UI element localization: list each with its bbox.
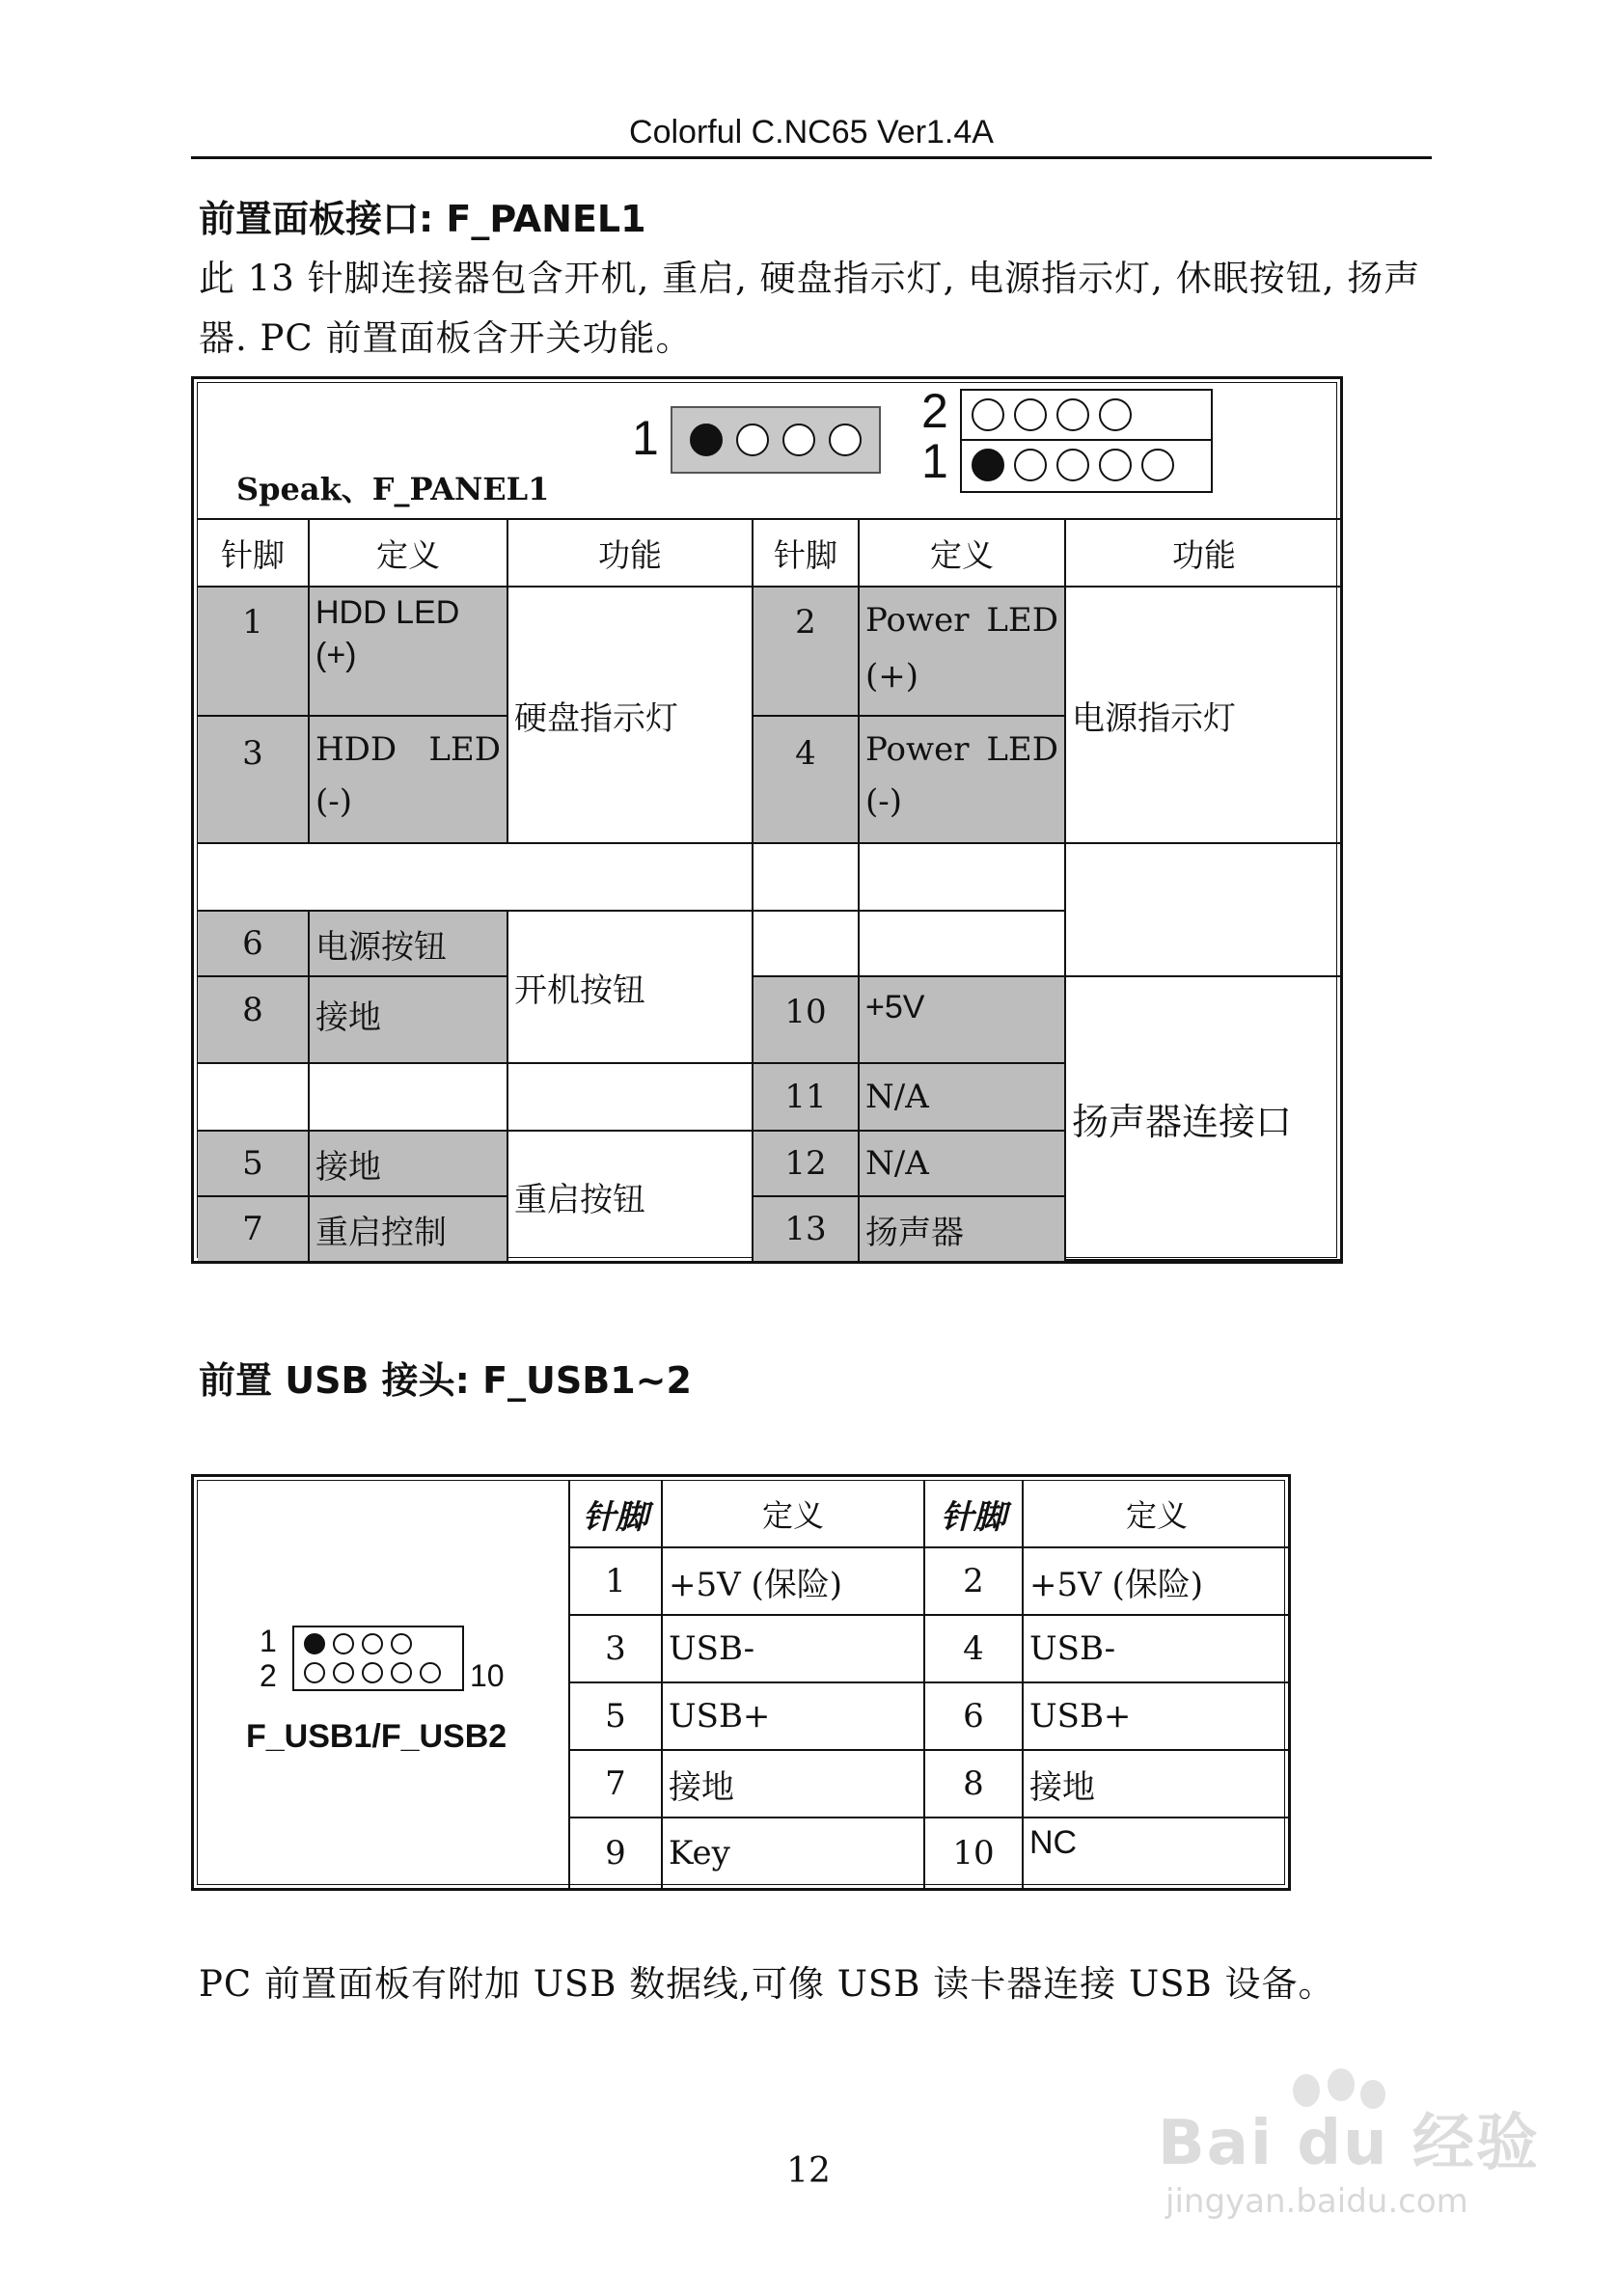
function-power-button: 开机按钮 <box>508 912 754 1064</box>
pin-13-definition: 扬声器 <box>860 1197 1066 1261</box>
usb-diagram-pin1-number: 1 <box>260 1624 277 1658</box>
pin-8: 8 <box>198 977 310 1064</box>
empty-cell <box>1066 844 1342 977</box>
front-usb-table <box>191 1474 1291 1891</box>
pin-7-definition: 重启控制 <box>310 1197 508 1261</box>
pin-2: 2 <box>754 588 860 717</box>
pin-13: 13 <box>754 1197 860 1261</box>
usb-pin-6-definition: USB+ <box>1022 1683 1290 1751</box>
usb-pin-9-definition: Key <box>661 1818 923 1888</box>
pin-5: 5 <box>198 1132 310 1197</box>
empty-cell <box>198 1064 310 1132</box>
header-definition-left: 定义 <box>310 520 508 588</box>
usb-pin-8: 8 <box>923 1751 1022 1818</box>
connector-diagram-area <box>198 383 1342 520</box>
usb-diagram-pin2-number: 2 <box>260 1658 277 1693</box>
function-speaker: 扬声器连接口 <box>1066 977 1342 1261</box>
usb-diagram-pin10-number: 10 <box>470 1658 505 1693</box>
dual-connector-pin2-number: 2 <box>921 384 948 438</box>
usb-pin-4: 4 <box>923 1616 1022 1683</box>
baidu-watermark <box>1148 2074 1553 2238</box>
usb-pin-6: 6 <box>923 1683 1022 1751</box>
dual-connector-icon <box>960 389 1213 493</box>
pin-4: 4 <box>754 717 860 844</box>
pin-2-definition: Power LED (+) <box>860 588 1066 717</box>
header-pin-left: 针脚 <box>198 520 310 588</box>
page-number: 12 <box>786 2151 831 2191</box>
watermark-url: jingyan.baidu.com <box>1165 2182 1468 2221</box>
usb-header-definition-left: 定义 <box>661 1481 923 1548</box>
dual-connector-pin1-number: 1 <box>921 434 948 488</box>
function-power-led: 电源指示灯 <box>1066 588 1342 844</box>
watermark-logo: Bai du 经验 <box>1158 2108 1540 2179</box>
front-panel-description: 此 13 针脚连接器包含开机, 重启, 硬盘指示灯, 电源指示灯, 休眠按钮, 扬声器. PC 前置面板含开关功能。 <box>199 258 1421 359</box>
usb-pin-1-definition: +5V (保险) <box>661 1548 923 1616</box>
header-function-left: 功能 <box>508 520 754 588</box>
usb-pin-9: 9 <box>568 1818 661 1888</box>
pin-8-definition: 接地 <box>310 977 508 1064</box>
pin-1-definition: HDD LED (+) <box>310 588 508 717</box>
pin-5-definition: 接地 <box>310 1132 508 1197</box>
pin-12: 12 <box>754 1132 860 1197</box>
header-function-right: 功能 <box>1066 520 1342 588</box>
function-hdd-led: 硬盘指示灯 <box>508 588 754 844</box>
document-header: Colorful C.NC65 Ver1.4A <box>191 108 1432 159</box>
usb-pin-3: 3 <box>568 1616 661 1683</box>
pin-10-definition: +5V <box>860 977 1066 1064</box>
single-connector-icon <box>671 406 881 474</box>
pin-10: 10 <box>754 977 860 1064</box>
header-definition-right: 定义 <box>860 520 1066 588</box>
section-title-front-panel: 前置面板接口: F_PANEL1 <box>199 198 646 240</box>
pin-11: 11 <box>754 1064 860 1132</box>
usb-header-pin-right: 针脚 <box>923 1481 1022 1548</box>
pin-7: 7 <box>198 1197 310 1261</box>
usb-pin-1: 1 <box>568 1548 661 1616</box>
usb-pin-2-definition: +5V (保险) <box>1022 1548 1290 1616</box>
function-reset-button: 重启按钮 <box>508 1132 754 1261</box>
single-connector-pin1-number: 1 <box>632 411 659 465</box>
usb-header-pin-left: 针脚 <box>568 1481 661 1548</box>
pin-3-definition: HDD LED (-) <box>310 717 508 844</box>
usb-pin-5: 5 <box>568 1683 661 1751</box>
usb-pin-10-definition: NC <box>1022 1818 1290 1888</box>
empty-cell <box>860 912 1066 977</box>
usb-connector-icon <box>292 1626 464 1691</box>
usb-pin-4-definition: USB- <box>1022 1616 1290 1683</box>
usb-connector-diagram-area <box>198 1481 568 1888</box>
section-title-front-usb: 前置 USB 接头: F_USB1~2 <box>199 1359 692 1402</box>
header-pin-right: 针脚 <box>754 520 860 588</box>
empty-cell <box>198 844 754 912</box>
empty-cell <box>508 1064 754 1132</box>
front-panel-table <box>191 376 1343 1264</box>
usb-connector-label: F_USB1/F_USB2 <box>246 1718 507 1755</box>
empty-cell <box>860 844 1066 912</box>
empty-cell <box>310 1064 508 1132</box>
pin-4-definition: Power LED (-) <box>860 717 1066 844</box>
speak-panel-label: Speak、F_PANEL1 <box>236 471 550 507</box>
front-usb-description: PC 前置面板有附加 USB 数据线,可像 USB 读卡器连接 USB 设备。 <box>199 1963 1335 2005</box>
pin-3: 3 <box>198 717 310 844</box>
pin-12-definition: N/A <box>860 1132 1066 1197</box>
empty-cell <box>754 912 860 977</box>
usb-pin-7: 7 <box>568 1751 661 1818</box>
usb-pin-7-definition: 接地 <box>661 1751 923 1818</box>
usb-pin-5-definition: USB+ <box>661 1683 923 1751</box>
usb-pin-10: 10 <box>923 1818 1022 1888</box>
usb-pin-3-definition: USB- <box>661 1616 923 1683</box>
usb-header-definition-right: 定义 <box>1022 1481 1290 1548</box>
pin-11-definition: N/A <box>860 1064 1066 1132</box>
usb-pin-8-definition: 接地 <box>1022 1751 1290 1818</box>
empty-cell <box>754 844 860 912</box>
pin-6-definition: 电源按钮 <box>310 912 508 977</box>
pin-6: 6 <box>198 912 310 977</box>
pin-1: 1 <box>198 588 310 717</box>
usb-pin-2: 2 <box>923 1548 1022 1616</box>
